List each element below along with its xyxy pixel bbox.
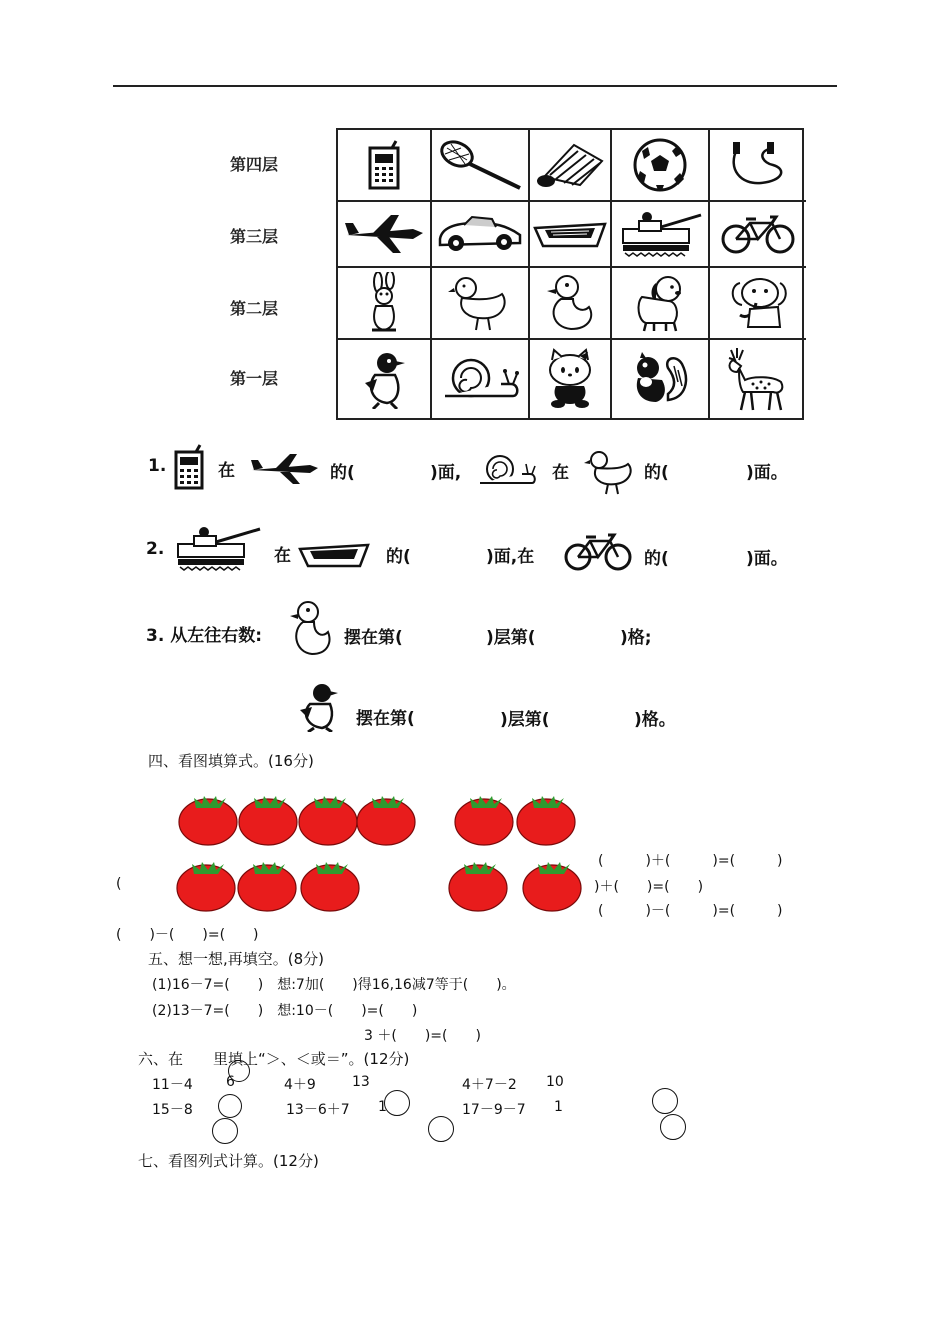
q3-line1-ceng: )层第( (486, 628, 536, 648)
shelf-cell (612, 340, 710, 418)
boat-icon (298, 540, 370, 570)
q3-prefix: 3. 从左往右数: (146, 626, 263, 646)
racket-icon (435, 138, 525, 193)
jump-rope-icon (723, 139, 793, 191)
compare-value: 10 (546, 1074, 564, 1090)
tomato (301, 862, 359, 911)
shelf-cell (612, 130, 710, 202)
section-5-line-3: 3 ＋( )=( ) (364, 1028, 481, 1044)
equation-2-open: ( (116, 876, 122, 892)
q2-mian-1: )面,在 (486, 547, 535, 567)
compare-circle[interactable] (212, 1118, 238, 1144)
q1-zai-2: 在 (552, 463, 569, 483)
shelf-cell (710, 340, 806, 418)
compare-circle[interactable] (218, 1094, 242, 1118)
shelf-cell (710, 268, 806, 340)
section-4-title: 四、看图填算式。(16分) (148, 752, 314, 770)
tank-icon (617, 211, 703, 257)
compare-expr: 13－6＋7 (286, 1102, 350, 1118)
bicycle-icon (562, 532, 634, 572)
q3-line2-mid: 摆在第( (356, 709, 415, 729)
penguin-icon (359, 349, 409, 409)
rabbit-icon (362, 272, 406, 334)
tomato (239, 796, 297, 845)
shelf-cell (338, 340, 432, 418)
q1-de-1: 的( (330, 463, 355, 483)
equation-2-rest: )＋( )=( ) (594, 879, 704, 895)
shelf-cell (338, 202, 432, 268)
tank-icon (170, 526, 262, 572)
soccer-ball-icon (632, 137, 688, 193)
q3-line1-mid: 摆在第( (344, 628, 403, 648)
chick-icon (448, 274, 512, 332)
compare-value: 13 (352, 1074, 370, 1090)
row-label-3: 第三层 (230, 227, 279, 246)
deer-icon (723, 346, 793, 412)
q1-number: 1. (148, 456, 167, 476)
tomato (523, 862, 581, 911)
q1-zai-1: 在 (218, 461, 235, 481)
shelf-cell (530, 340, 612, 418)
row-label-4: 第四层 (230, 155, 279, 174)
shelf-cell (338, 268, 432, 340)
shelf-cell (710, 130, 806, 202)
q2-number: 2. (146, 539, 165, 559)
q1-mian-1: )面, (430, 463, 462, 483)
compare-circle[interactable] (384, 1090, 410, 1116)
shelf-cell (338, 130, 432, 202)
tomato (179, 796, 237, 845)
shelf-cell (432, 268, 530, 340)
compare-circle[interactable] (660, 1114, 686, 1140)
compare-value: 1 (554, 1099, 563, 1115)
shelf-grid (336, 128, 804, 420)
phone-icon (172, 444, 206, 490)
airplane-icon (343, 213, 425, 255)
section-5-title: 五、想一想,再填空。(8分) (148, 950, 325, 968)
tomato (455, 796, 513, 845)
q3-line1-ge: )格; (620, 628, 652, 648)
q2-zai-1: 在 (274, 546, 291, 566)
shelf-cell (432, 340, 530, 418)
shelf-cell (530, 268, 612, 340)
equation-1: ( )＋( )=( ) (598, 853, 783, 869)
shuttlecock-icon (534, 139, 606, 191)
kitty-icon (544, 348, 596, 410)
top-rule (113, 85, 837, 87)
tomato (357, 796, 415, 845)
equation-3: ( )－( )=( ) (598, 903, 783, 919)
duck-icon (288, 600, 332, 660)
snail-icon (476, 452, 538, 488)
elephant-icon (726, 275, 790, 331)
shelf-cell (710, 202, 806, 268)
chick-icon (584, 448, 636, 496)
tomato (299, 796, 357, 845)
snail-icon (439, 354, 521, 404)
row-label-1: 第一层 (230, 369, 279, 388)
boat-icon (533, 218, 607, 250)
q2-de-2: 的( (644, 549, 669, 569)
airplane-icon (250, 452, 320, 486)
phone-icon (366, 140, 402, 190)
tomato (449, 862, 507, 911)
bicycle-icon (718, 213, 798, 255)
compare-expr: 17－9－7 (462, 1102, 526, 1118)
row-label-2: 第二层 (230, 299, 279, 318)
tomato (177, 862, 235, 911)
car-icon (436, 215, 524, 253)
tomato (517, 796, 575, 845)
shelf-cell (612, 268, 710, 340)
section-5-line-1: (1)16－7=( ) 想:7加( )得16,16减7等于( )。 (152, 977, 516, 993)
compare-circle[interactable] (652, 1088, 678, 1114)
compare-expr: 11－4 (152, 1077, 193, 1093)
compare-expr: 4＋7－2 (462, 1077, 517, 1093)
compare-circle[interactable] (428, 1116, 454, 1142)
q2-mian-2: )面。 (746, 549, 788, 569)
equation-4: ( )－( )=( ) (116, 927, 259, 943)
section-6-title: 六、在 里填上“＞、＜或＝”。(12分) (138, 1050, 410, 1068)
q3-line2-ge: )格。 (634, 710, 676, 730)
compare-expr: 15－8 (152, 1102, 193, 1118)
q1-de-2: 的( (644, 463, 669, 483)
section-5-line-2: (2)13－7=( ) 想:10－( )=( ) (152, 1003, 418, 1019)
shelf-cell (432, 202, 530, 268)
tomato-picture (170, 786, 590, 926)
q1-mian-2: )面。 (746, 463, 788, 483)
shelf-cell (530, 130, 612, 202)
puppy-icon (630, 273, 690, 333)
squirrel-icon (628, 350, 692, 408)
section-7-title: 七、看图列式计算。(12分) (138, 1152, 319, 1170)
compare-value: 6 (226, 1074, 235, 1090)
penguin-icon (296, 682, 342, 732)
shelf-cell (432, 130, 530, 202)
q3-line2-ceng: )层第( (500, 710, 550, 730)
duck-icon (543, 273, 597, 333)
compare-expr: 4＋9 (284, 1077, 316, 1093)
tomato (238, 862, 296, 911)
shelf-cell (612, 202, 710, 268)
q2-de-1: 的( (386, 547, 411, 567)
compare-value: 1 (378, 1099, 387, 1115)
shelf-cell (530, 202, 612, 268)
